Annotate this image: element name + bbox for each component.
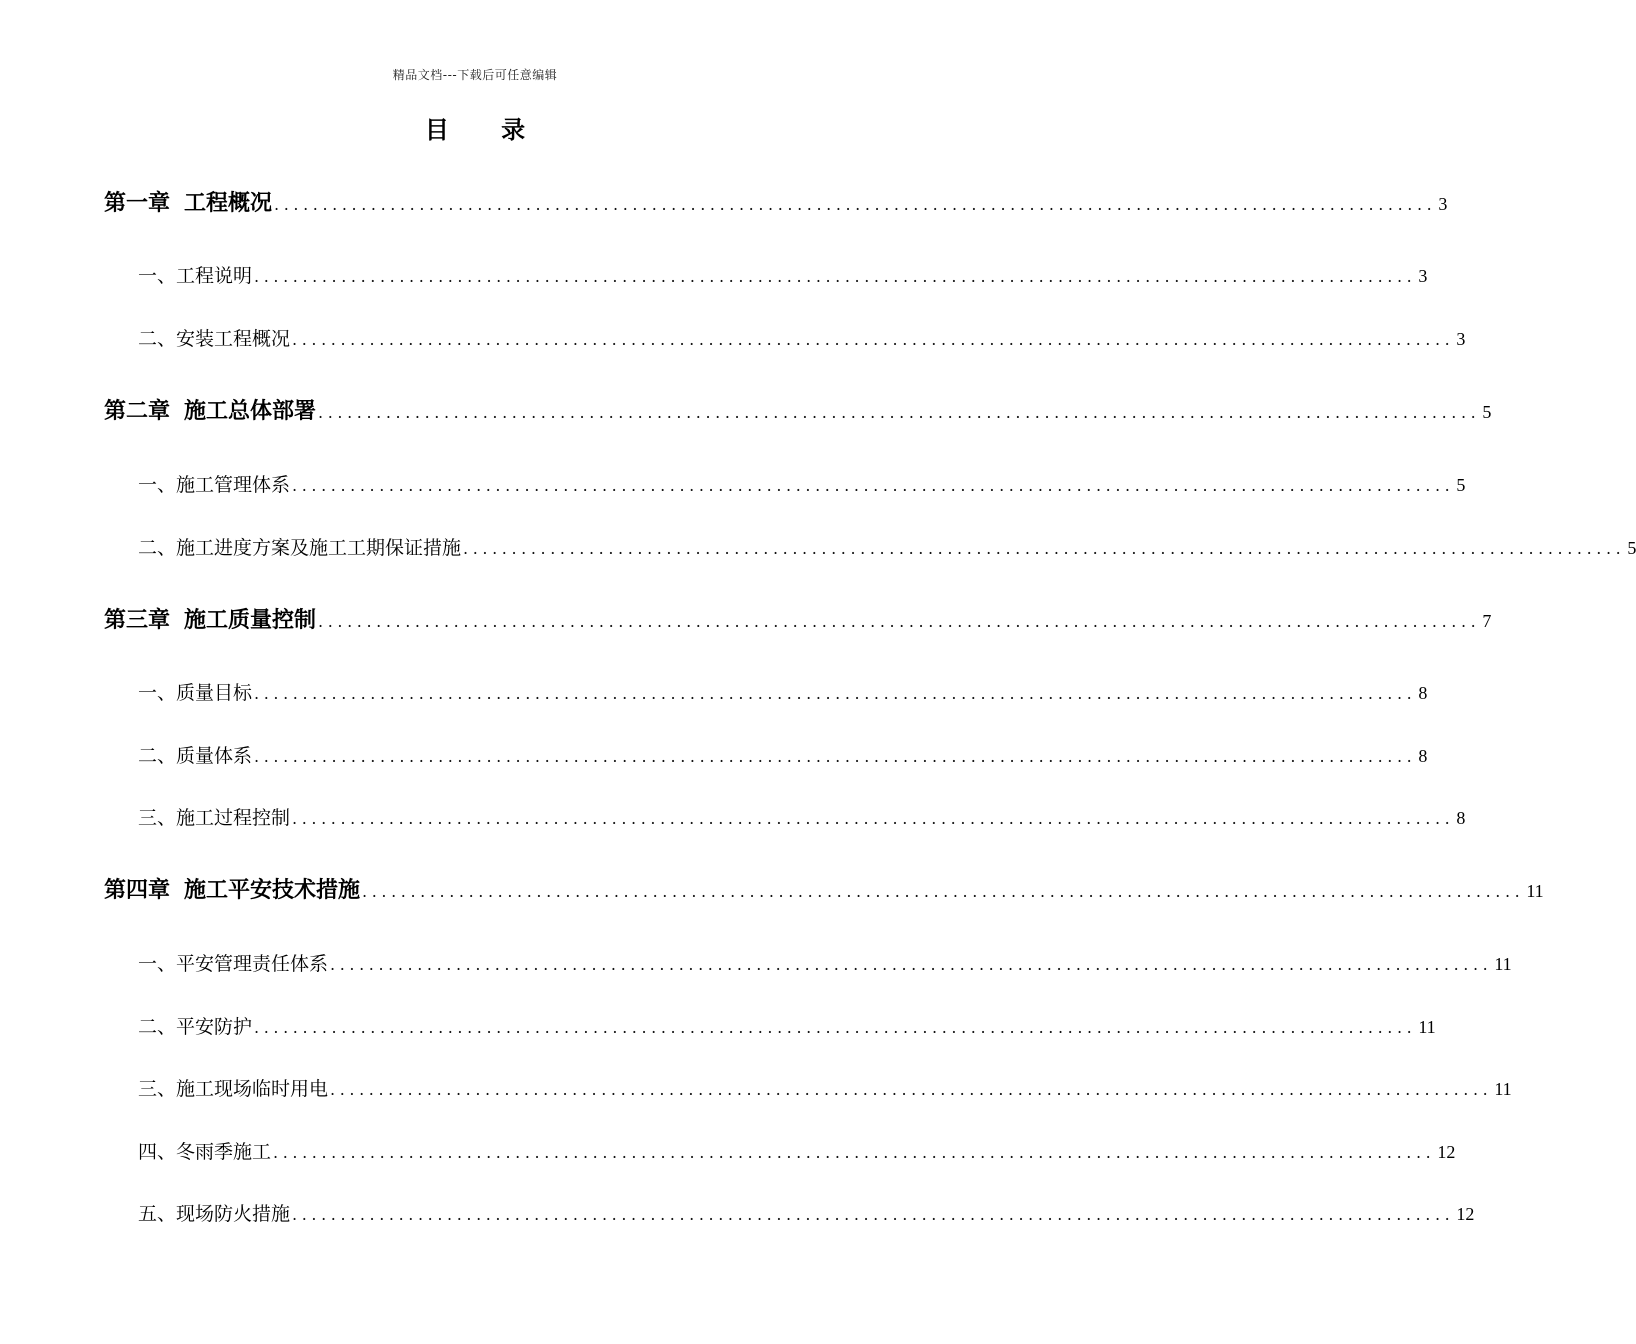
dot-leader: ........................................................................................................................: [254, 1018, 1417, 1037]
toc-entry-section[interactable]: [138, 1137, 1456, 1164]
toc-entry-text: 工程说明: [176, 265, 253, 287]
toc-entry-number: 第四章: [104, 878, 171, 903]
toc-entry-number: 第三章: [104, 608, 171, 633]
toc-entry-number: 五、: [138, 1203, 177, 1225]
toc-entry-chapter-4[interactable]: [104, 873, 1544, 904]
toc-entry-number: 第二章: [104, 399, 171, 424]
toc-entry-text: 质量目标: [176, 682, 253, 704]
toc-entry-page: 8: [1418, 746, 1428, 766]
dot-leader: ........................................................................................................................: [362, 882, 1525, 901]
header-note: 精品文档---下载后可任意编辑: [392, 68, 558, 82]
page-title: 目 录: [424, 116, 548, 144]
toc-entry-text: 平安防护: [176, 1016, 253, 1038]
dot-leader: ........................................................................................................................: [273, 1143, 1436, 1162]
toc-entry-text: 施工现场临时用电: [176, 1078, 329, 1100]
dot-leader: ........................................................................................................................: [254, 267, 1417, 286]
toc-entry-number: 一、: [138, 265, 177, 287]
dot-leader: ........................................................................................................................: [330, 955, 1493, 974]
toc-entry-page: 12: [1437, 1142, 1456, 1162]
toc-entry-number: 一、: [138, 474, 177, 496]
dot-leader: ........................................................................................................................: [254, 684, 1417, 703]
toc-entry-chapter-1[interactable]: [104, 186, 1448, 217]
toc-entry-number: 四、: [138, 1141, 177, 1163]
dot-leader: ........................................................................................................................: [318, 612, 1481, 631]
toc-entry-text: 施工进度方案及施工工期保证措施: [176, 537, 462, 559]
toc-entry-section[interactable]: [138, 949, 1512, 976]
toc-entry-chapter-2[interactable]: [104, 394, 1492, 425]
dot-leader: ........................................................................................................................: [330, 1080, 1493, 1099]
toc-entry-text: 施工总体部署: [184, 399, 317, 424]
toc-entry-text: 施工平安技术措施: [184, 878, 361, 903]
toc-entry-section[interactable]: [138, 324, 1466, 351]
toc-entry-text: 现场防火措施: [176, 1203, 291, 1225]
toc-entry-page: 11: [1418, 1017, 1436, 1037]
toc-entry-page: 3: [1456, 329, 1466, 349]
toc-entry-page: 12: [1456, 1204, 1475, 1224]
toc-entry-section[interactable]: [138, 1074, 1512, 1101]
toc-entry-section[interactable]: [138, 1012, 1436, 1039]
toc-entry-section[interactable]: [138, 261, 1428, 288]
toc-entry-section[interactable]: [138, 741, 1428, 768]
toc-entry-page: 3: [1438, 194, 1448, 214]
toc-entry-text: 工程概况: [184, 191, 273, 216]
toc-entry-text: 安装工程概况: [176, 328, 291, 350]
toc-entry-number: 二、: [138, 328, 177, 350]
toc-entry-text: 施工管理体系: [176, 474, 291, 496]
toc-entry-section[interactable]: [138, 470, 1466, 497]
toc-entry-number: 三、: [138, 1078, 177, 1100]
toc-entry-section[interactable]: [138, 678, 1428, 705]
dot-leader: ........................................................................................................................: [254, 747, 1417, 766]
toc-entry-page: 7: [1482, 611, 1492, 631]
toc-entry-number: 二、: [138, 745, 177, 767]
toc-entry-page: 11: [1494, 954, 1512, 974]
toc-entry-text: 冬雨季施工: [176, 1141, 272, 1163]
toc-entry-section[interactable]: [138, 533, 1636, 560]
toc-entry-page: 5: [1482, 402, 1492, 422]
toc-entry-number: 第一章: [104, 191, 171, 216]
toc-entry-page: 5: [1456, 475, 1466, 495]
toc-entry-section[interactable]: [138, 1199, 1475, 1226]
dot-leader: ........................................................................................................................: [318, 403, 1481, 422]
dot-leader: ........................................................................................................................: [292, 809, 1455, 828]
dot-leader: ........................................................................................................................: [292, 1205, 1455, 1224]
toc-entry-page: 8: [1456, 808, 1466, 828]
dot-leader: ........................................................................................................................: [292, 476, 1455, 495]
toc-entry-text: 施工质量控制: [184, 608, 317, 633]
dot-leader: ........................................................................................................................: [292, 330, 1455, 349]
toc-entry-text: 施工过程控制: [176, 807, 291, 829]
dot-leader: ........................................................................................................................: [463, 539, 1626, 558]
toc-entry-page: 5: [1627, 538, 1636, 558]
toc-entry-page: 3: [1418, 266, 1428, 286]
toc-entry-text: 平安管理责任体系: [176, 953, 329, 975]
toc-entry-page: 11: [1526, 881, 1544, 901]
toc-entry-number: 二、: [138, 537, 177, 559]
toc-entry-number: 一、: [138, 953, 177, 975]
toc-entry-page: 8: [1418, 683, 1428, 703]
toc-entry-number: 一、: [138, 682, 177, 704]
toc-entry-text: 质量体系: [176, 745, 253, 767]
toc-entry-section[interactable]: [138, 803, 1466, 830]
toc-entry-number: 二、: [138, 1016, 177, 1038]
toc-entry-page: 11: [1494, 1079, 1512, 1099]
toc-entry-number: 三、: [138, 807, 177, 829]
dot-leader: ........................................................................................................................: [274, 195, 1437, 214]
toc-entry-chapter-3[interactable]: [104, 603, 1492, 634]
